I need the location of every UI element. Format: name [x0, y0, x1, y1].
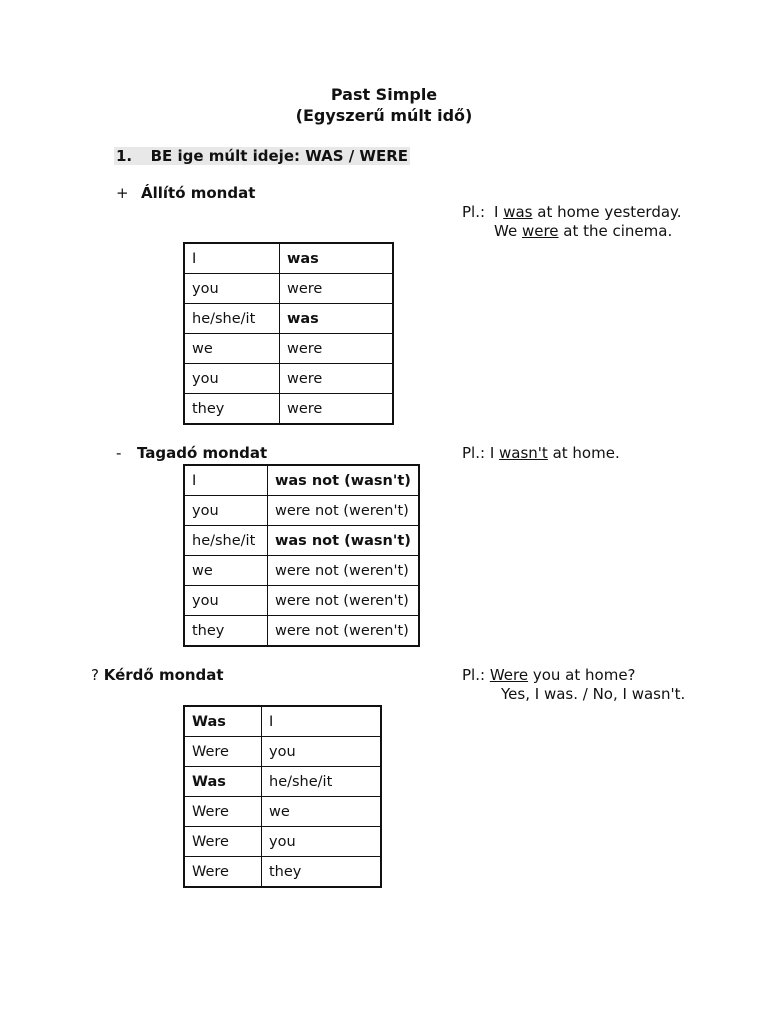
example-verb: wasn't	[499, 444, 548, 462]
table-row	[184, 767, 381, 797]
question-symbol: ?	[91, 666, 99, 684]
section-heading-text: BE ige múlt ideje: WAS / WERE	[150, 147, 409, 165]
subject-cell: we	[262, 797, 382, 827]
verb-cell: were	[280, 394, 394, 425]
table-row	[184, 364, 393, 394]
verb-cell: were not (weren't)	[268, 586, 420, 616]
subject-cell: they	[184, 394, 280, 425]
example-verb: was	[503, 203, 533, 221]
negative-label: Tagadó mondat	[137, 444, 268, 462]
table-row	[184, 797, 381, 827]
verb-cell: were not (weren't)	[268, 616, 420, 647]
table-row	[184, 737, 381, 767]
question-label: ? Kérdő mondat	[91, 666, 224, 684]
verb-cell: Were	[184, 827, 262, 857]
subject-cell: he/she/it	[184, 526, 268, 556]
table-row	[184, 526, 419, 556]
example-verb: were	[521, 222, 559, 240]
table-row	[184, 586, 419, 616]
table-row	[184, 304, 393, 334]
subject-cell: I	[262, 706, 382, 737]
verb-cell: were	[280, 364, 394, 394]
affirmative-example-line1: I was at home yesterday.	[494, 203, 682, 221]
subject-cell: we	[184, 334, 280, 364]
subject-cell: you	[184, 496, 268, 526]
table-row	[184, 496, 419, 526]
subject-cell: you	[262, 737, 382, 767]
verb-cell: Were	[184, 797, 262, 827]
affirmative-label: Állító mondat	[141, 184, 256, 202]
page-subtitle: (Egyszerű múlt idő)	[295, 106, 473, 125]
question-example-answer: Yes, I was. / No, I wasn't.	[501, 685, 686, 703]
subject-cell: you	[184, 274, 280, 304]
affirmative-symbol: +	[116, 184, 129, 202]
verb-cell: was	[280, 243, 394, 274]
table-row	[184, 616, 419, 647]
subject-cell: you	[184, 586, 268, 616]
verb-cell: were	[280, 274, 394, 304]
affirmative-table	[183, 242, 394, 425]
verb-cell: Were	[184, 857, 262, 888]
affirmative-example-prefix: Pl.:	[462, 203, 486, 221]
subject-cell: he/she/it	[262, 767, 382, 797]
example-verb: Were	[489, 666, 529, 684]
subject-cell: you	[262, 827, 382, 857]
affirmative-example-line2: We were at the cinema.	[494, 222, 673, 240]
verb-cell: was	[280, 304, 394, 334]
verb-cell: were	[280, 334, 394, 364]
negative-symbol: -	[116, 444, 122, 462]
negative-table	[183, 464, 420, 647]
question-table	[183, 705, 382, 888]
subject-cell: I	[184, 243, 280, 274]
verb-cell: was not (wasn't)	[268, 465, 420, 496]
verb-cell: Were	[184, 737, 262, 767]
subject-cell: he/she/it	[184, 304, 280, 334]
table-row	[184, 243, 393, 274]
verb-cell: Was	[184, 706, 262, 737]
subject-cell: they	[184, 616, 268, 647]
subject-cell: they	[262, 857, 382, 888]
verb-cell: was not (wasn't)	[268, 526, 420, 556]
table-row	[184, 556, 419, 586]
subject-cell: I	[184, 465, 268, 496]
table-row	[184, 334, 393, 364]
negative-example: Pl.: I wasn't at home.	[462, 444, 620, 462]
table-row	[184, 274, 393, 304]
verb-cell: were not (weren't)	[268, 556, 420, 586]
table-row	[184, 706, 381, 737]
verb-cell: Was	[184, 767, 262, 797]
table-row	[184, 857, 381, 888]
section-heading	[114, 147, 410, 165]
table-row	[184, 827, 381, 857]
table-row	[184, 394, 393, 425]
verb-cell: were not (weren't)	[268, 496, 420, 526]
table-row	[184, 465, 419, 496]
question-example: Pl.: Were you at home?	[462, 666, 636, 684]
section-number: 1.	[116, 147, 133, 165]
page-title: Past Simple	[330, 85, 438, 104]
subject-cell: we	[184, 556, 268, 586]
subject-cell: you	[184, 364, 280, 394]
